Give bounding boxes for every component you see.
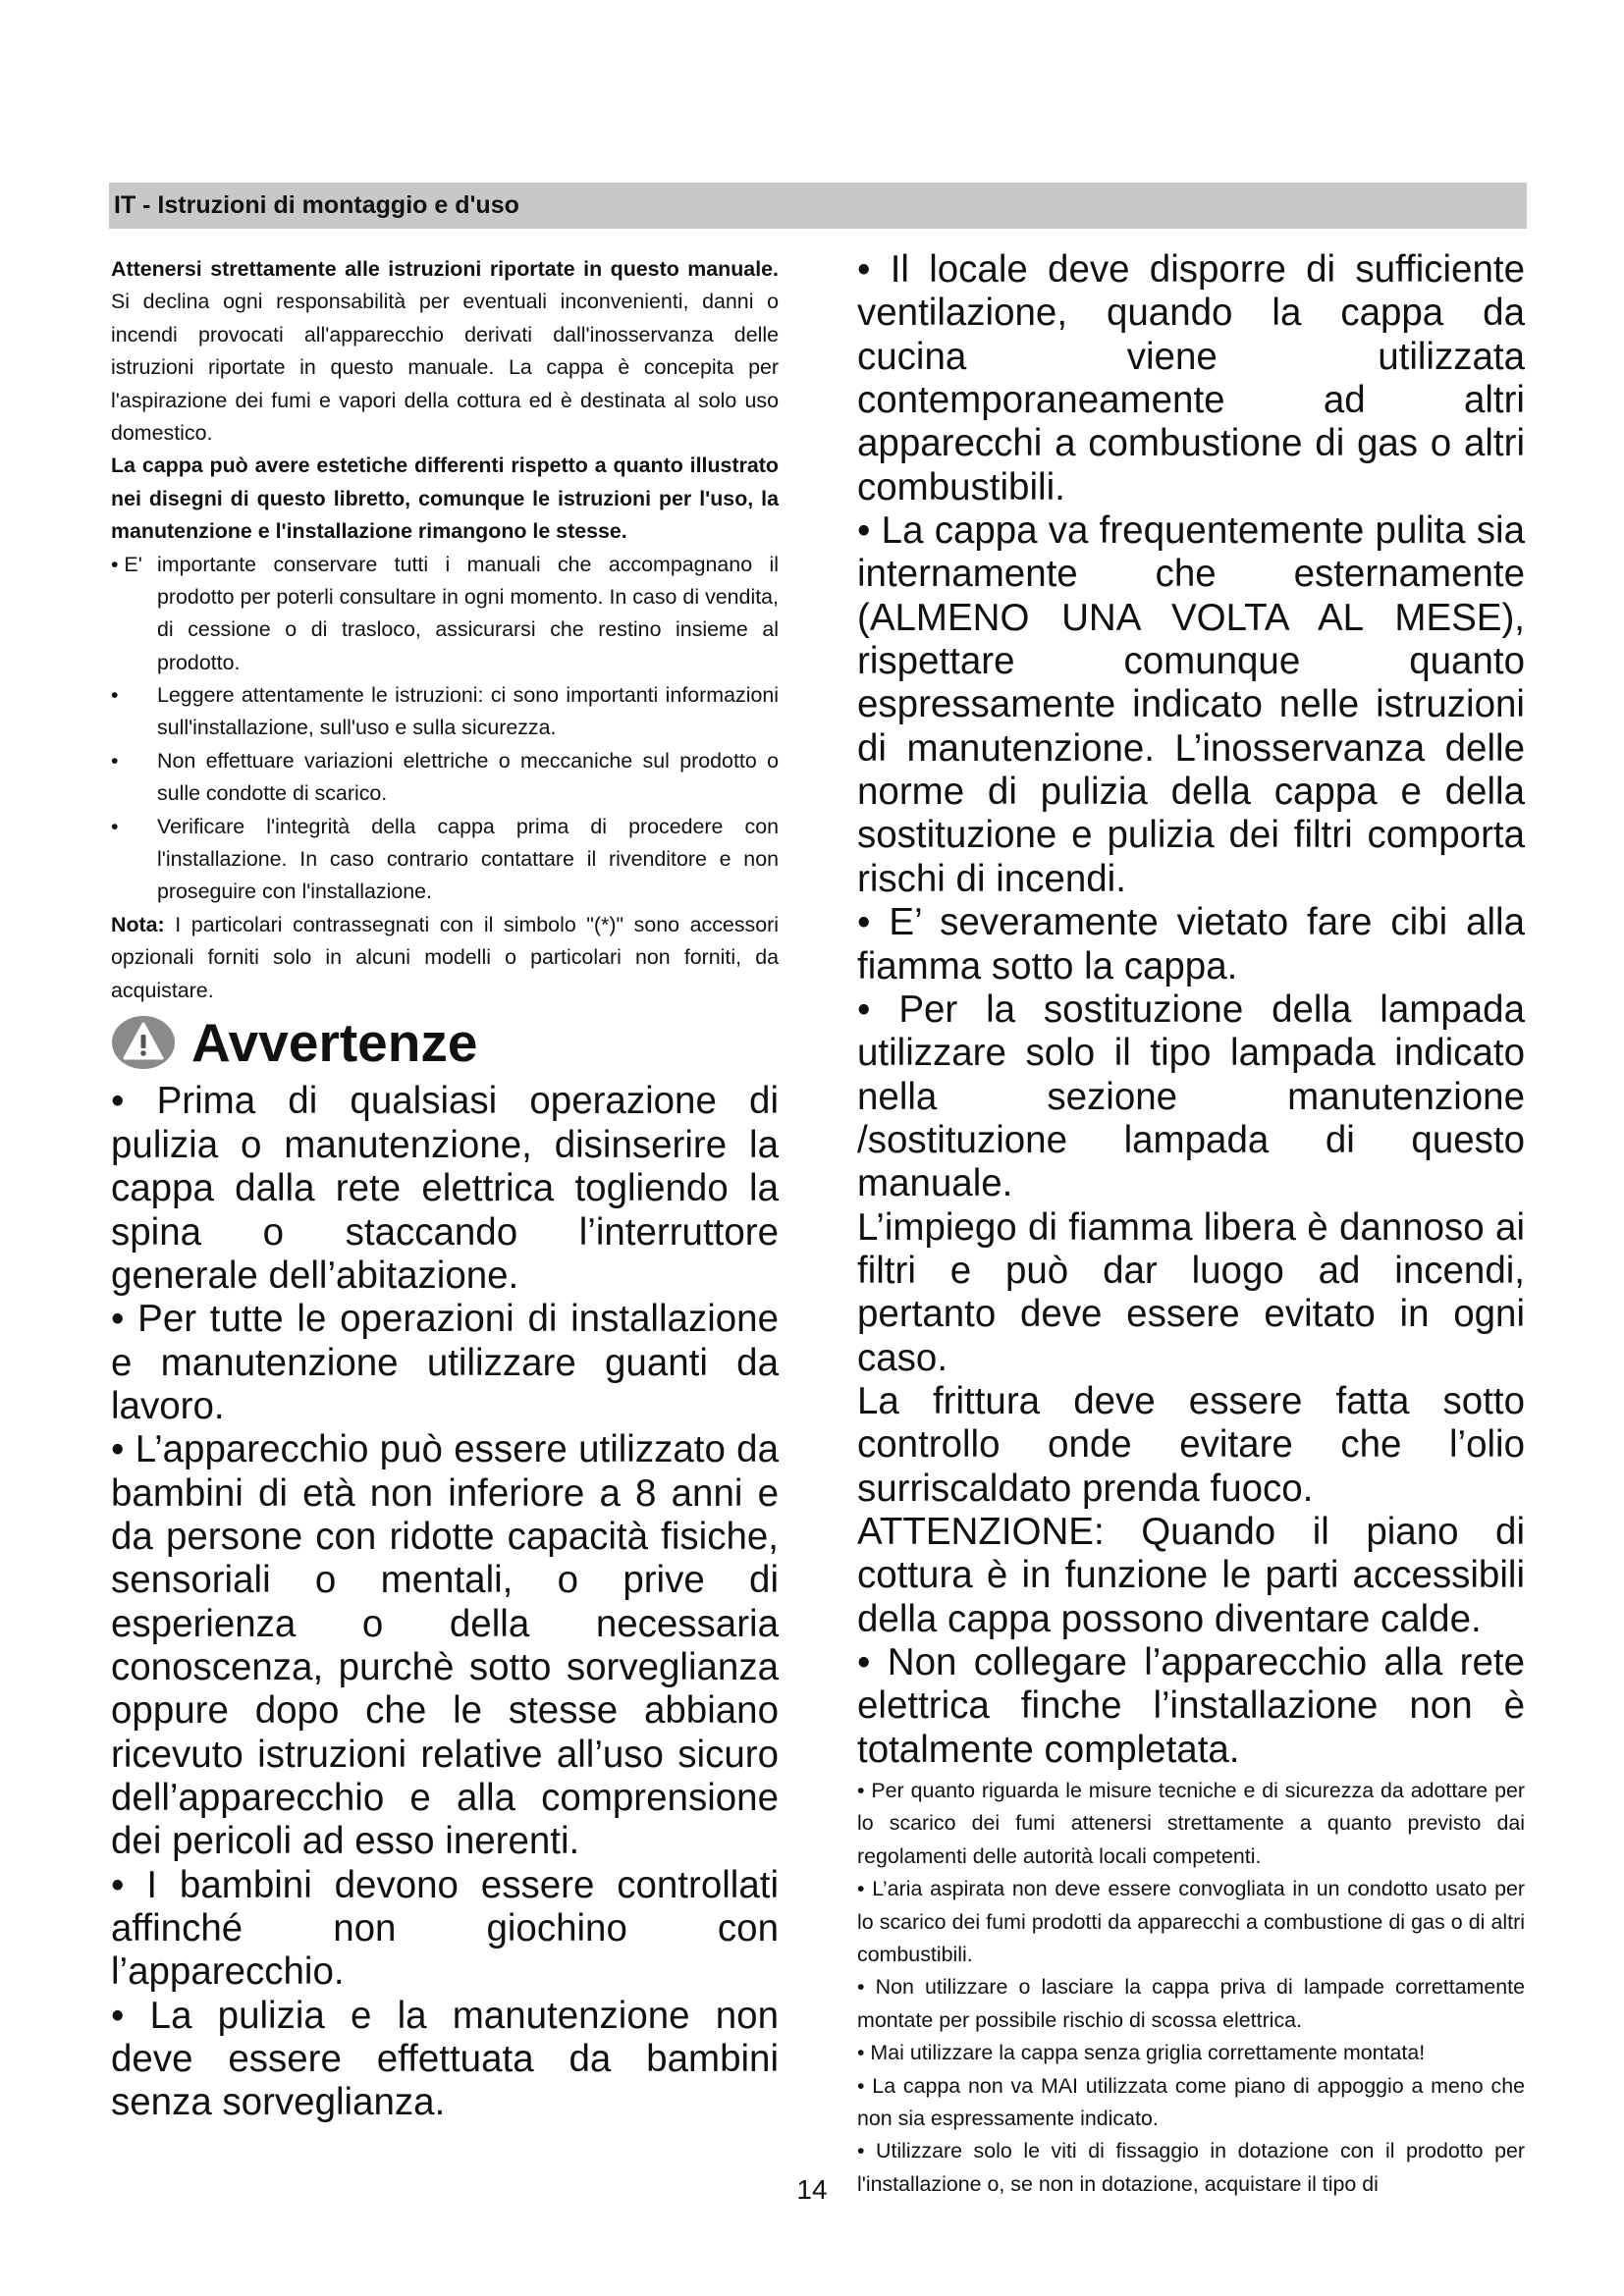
safety-item: • La cappa va frequentemente pulita sia internamente che esternamente (ALMENO UNA VOLTA AL MESE), rispettare comunque quanto espressamente indicato nelle istruzioni di manutenzione. L’inosservanza delle norme di pulizia della cappa e della sostituzione e pulizia dei filtri comporta rischi di incendi. (857, 509, 1525, 900)
list-item (111, 745, 779, 811)
bullet-marker: • (111, 748, 119, 773)
list-item (111, 811, 779, 909)
nota-label: Nota: (111, 912, 165, 936)
warning-triangle-icon (111, 1015, 176, 1070)
intro-body-text: Si declina ogni responsabilità per eventuali inconvenienti, danni o incendi provocati all'apparecchio derivati dall'inosservanza delle istruzioni riportate in questo manuale. La cappa è concepita per l'aspirazione dei fumi e vapori della cottura ed è destinata al solo uso domestico. (111, 290, 779, 445)
intro-bold-text: Attenersi strettamente alle istruzioni riportate in questo manuale. (111, 257, 779, 281)
bullet-marker: • E' (111, 552, 142, 576)
safety-note: • Per quanto riguarda le misure tecniche e di sicurezza da adottare per lo scarico dei fumi attenersi strettamente a quanto previsto dai regolamenti delle autorità locali competenti. (857, 1779, 1525, 1868)
right-small-block (857, 1775, 1525, 2201)
intro-block (111, 253, 779, 1007)
safety-item: ATTENZIONE: Quando il piano di cottura è in funzione le parti accessibili della cappa possono diventare calde. (857, 1510, 1525, 1640)
bullet-marker: • (111, 814, 119, 838)
nota-text: I particolari contrassegnati con il simbolo "(*)" sono accessori opzionali forniti solo in alcuni modelli o particolari non forniti, da acquistare. (111, 912, 779, 1002)
safety-item: L’impiego di fiamma libera è dannoso ai filtri e può dar luogo ad incendi, pertanto deve essere evitato in ogni caso. (857, 1205, 1525, 1379)
safety-item: • E’ severamente vietato fare cibi alla fiamma sotto la cappa. (857, 901, 1525, 988)
safety-note: • Mai utilizzare la cappa senza griglia correttamente montata! (857, 2041, 1426, 2065)
nota-paragraph (111, 909, 779, 1007)
warning-item: • Per tutte le operazioni di installazione e manutenzione utilizzare guanti da lavoro. (111, 1298, 779, 1427)
safety-item: • Il locale deve disporre di sufficiente ventilazione, quando la cappa da cucina viene utilizzata contemporaneamente ad altri apparecchi a combustione di gas o altri combustibili. (857, 248, 1525, 508)
safety-note: • Utilizzare solo le viti di fissaggio in dotazione con il prodotto per l'installazione o, se non in dotazione, acquistare il tipo di (857, 2139, 1525, 2196)
safety-note: • L’aria aspirata non deve essere convogliata in un condotto usato per lo scarico dei fumi prodotti da apparecchi a combustione di gas o di altri combustibili. (857, 1877, 1525, 1966)
right-large-block (857, 248, 1525, 1772)
bullet-text: Verificare l'integrità della cappa prima di procedere con l'installazione. In caso contrario contattare il rivenditore e non proseguire con l'installazione. (157, 814, 779, 904)
warning-item: • La pulizia e la manutenzione non deve essere effettuata da bambini senza sorveglianza. (111, 1994, 779, 2124)
warning-item: • I bambini devono essere controllati affinché non giochino con l’apparecchio. (111, 1863, 779, 1994)
safety-note: • Non utilizzare o lasciare la cappa priva di lampade correttamente montate per possibile rischio di scossa elettrica. (857, 1975, 1525, 2032)
bullet-text: Non effettuare variazioni elettriche o meccaniche sul prodotto o sulle condotte di scarico. (157, 748, 779, 806)
aesthetic-note: La cappa può avere estetiche differenti rispetto a quanto illustrato nei disegni di questo libretto, comunque le istruzioni per l'uso, la manutenzione e l'installazione rimangono le stesse. (111, 454, 779, 544)
safety-item: La frittura deve essere fatta sotto controllo onde evitare che l’olio surriscaldato prenda fuoco. (857, 1379, 1525, 1510)
bullet-text: Leggere attentamente le istruzioni: ci sono importanti informazioni sull'installazione, sull'uso e sulla sicurezza. (157, 683, 779, 740)
section-header: IT - Istruzioni di montaggio e d'uso (109, 183, 1527, 229)
bullet-text: importante conservare tutti i manuali che accompagnano il prodotto per poterli consultare in ogni momento. In caso di vendita, di cessione o di trasloco, assicurarsi che restino insieme al prodotto. (157, 552, 779, 674)
warning-item: • Prima di qualsiasi operazione di pulizia o manutenzione, disinserire la cappa dalla rete elettrica togliendo la spina o staccando l’interruttore generale dell’abitazione. (111, 1080, 779, 1297)
left-column (111, 253, 779, 2125)
warning-heading (111, 1013, 779, 1073)
intro-paragraph (111, 253, 779, 450)
warnings-block (111, 1080, 779, 2124)
warning-title: Avvertenze (191, 1011, 478, 1073)
warning-item: • L’apparecchio può essere utilizzato da bambini di età non inferiore a 8 anni e da persone con ridotte capacità fisiche, sensoriali o mentali, o prive di esperienza o della necessaria conoscenza, purchè sotto sorveglianza oppure dopo che le stesse abbiano ricevuto istruzioni relative all’uso sicuro dell’apparecchio e alla comprensione dei pericoli ad esso inerenti. (111, 1428, 779, 1863)
list-item (111, 549, 779, 680)
safety-note: • La cappa non va MAI utilizzata come piano di appoggio a meno che non sia espressamente indicato. (857, 2073, 1525, 2130)
list-item (111, 679, 779, 745)
right-column (857, 248, 1525, 2201)
safety-item: • Per la sostituzione della lampada utilizzare solo il tipo lampada indicato nella sezione manutenzione /sostituzione lampada di questo manuale. (857, 988, 1525, 1205)
safety-item: • Non collegare l’apparecchio alla rete elettrica finche l’installazione non è totalmente completata. (857, 1641, 1525, 1771)
page-number: 14 (796, 2174, 828, 2205)
bullet-marker: • (111, 683, 119, 708)
